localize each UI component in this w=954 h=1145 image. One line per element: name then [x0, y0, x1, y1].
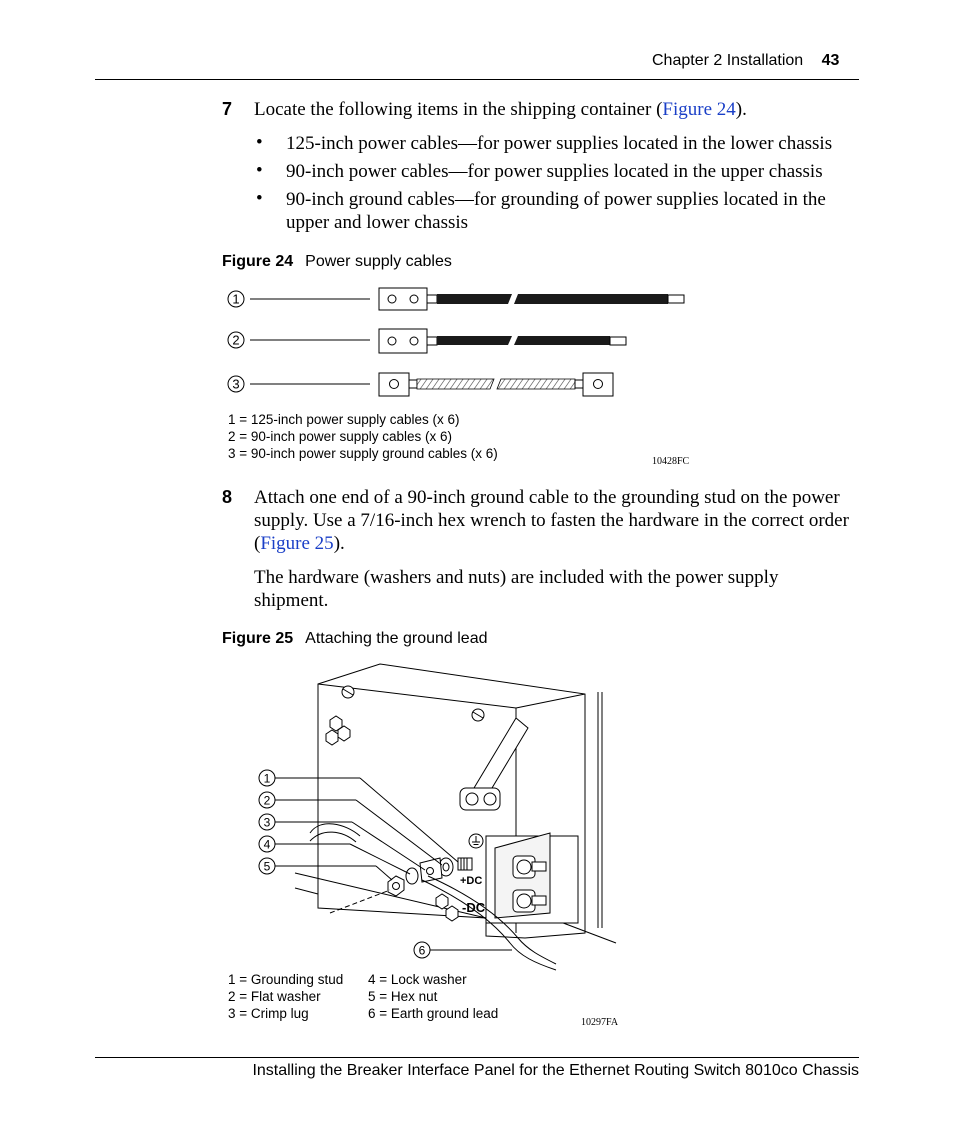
bullet-item: 90-inch power cables—for power supplies located in the upper chassis [286, 161, 823, 182]
bullet-dot: • [256, 188, 263, 209]
figure-25-caption [222, 630, 488, 648]
legend-item: 3 = Crimp lug [228, 1006, 309, 1021]
step-8-line [254, 532, 874, 555]
figure-25-legend-right [368, 971, 498, 1022]
legend-item: 2 = Flat washer [228, 989, 321, 1004]
bullet-dot: • [256, 132, 263, 153]
step-7-text-after: ). [735, 99, 747, 120]
callout-number: 1 [232, 291, 240, 307]
callout-number: 6 [418, 943, 426, 958]
legend-item: 1 = Grounding stud [228, 972, 344, 987]
running-header [652, 52, 839, 70]
plus-dc-label: +DC [460, 875, 483, 887]
figure-24-legend [228, 411, 498, 462]
figure-25-title: Attaching the ground lead [305, 630, 488, 647]
figure-24-link[interactable]: Figure 24 [662, 99, 736, 120]
callout-number: 2 [232, 332, 240, 348]
step-8-text [254, 486, 874, 555]
chapter-title: Chapter 2 Installation [652, 52, 804, 69]
figure-24-title: Power supply cables [305, 253, 452, 270]
callout-number: 2 [263, 793, 271, 808]
legend-item: 2 = 90-inch power supply cables (x 6) [228, 429, 452, 444]
bullet-item-continuation: upper and lower chassis [286, 212, 469, 233]
step-8-line: supply. Use a 7/16-inch hex wrench to fasten the hardware in the correct order [254, 510, 849, 531]
note-line: shipment. [254, 590, 329, 611]
figure-24-code: 10428FC [652, 456, 690, 467]
header-rule [95, 79, 859, 80]
step-8-number: 8 [222, 487, 233, 507]
minus-dc-label: -DC [462, 900, 486, 915]
callout-number: 4 [263, 837, 271, 852]
figure-25-legend-left [228, 971, 343, 1022]
paren-open: ( [254, 533, 261, 554]
note-line: The hardware (washers and nuts) are included with the power supply [254, 567, 779, 588]
legend-item: 5 = Hex nut [368, 989, 438, 1004]
figure-25-link[interactable]: Figure 25 [260, 533, 334, 554]
legend-item: 6 = Earth ground lead [368, 1006, 499, 1021]
callout-number: 1 [263, 771, 271, 786]
step-7-text-before: Locate the following items in the shipping container ( [254, 99, 663, 120]
page-number: 43 [821, 52, 840, 69]
figure-25-code: 10297FA [581, 1017, 619, 1028]
step-8-note [254, 566, 874, 612]
legend-item: 1 = 125-inch power supply cables (x 6) [228, 412, 460, 427]
ground-lead-illustration [250, 658, 620, 973]
step-8-line: Attach one end of a 90-inch ground cable to the grounding stud on the power [254, 487, 840, 508]
bullet-item: 125-inch power cables—for power supplies located in the lower chassis [286, 133, 833, 154]
figure-25-label: Figure 25 [222, 630, 294, 647]
paren-close: ). [333, 533, 345, 554]
footer-title: Installing the Breaker Interface Panel for the Ethernet Routing Switch 8010co Chassis [252, 1062, 859, 1079]
callout-number: 3 [263, 815, 271, 830]
step-7-text [254, 98, 864, 121]
power-supply-cables-illustration [220, 280, 700, 405]
legend-item: 3 = 90-inch power supply ground cables (x 6) [228, 446, 498, 461]
callout-number: 3 [232, 376, 240, 392]
bullet-item: 90-inch ground cables—for grounding of power supplies located in the [286, 189, 826, 210]
legend-item: 4 = Lock washer [368, 972, 467, 987]
bullet-dot: • [256, 160, 263, 181]
figure-24-label: Figure 24 [222, 253, 294, 270]
footer-rule [95, 1057, 859, 1058]
figure-24-caption [222, 253, 452, 271]
step-7-number: 7 [222, 99, 233, 119]
callout-number: 5 [263, 859, 271, 874]
